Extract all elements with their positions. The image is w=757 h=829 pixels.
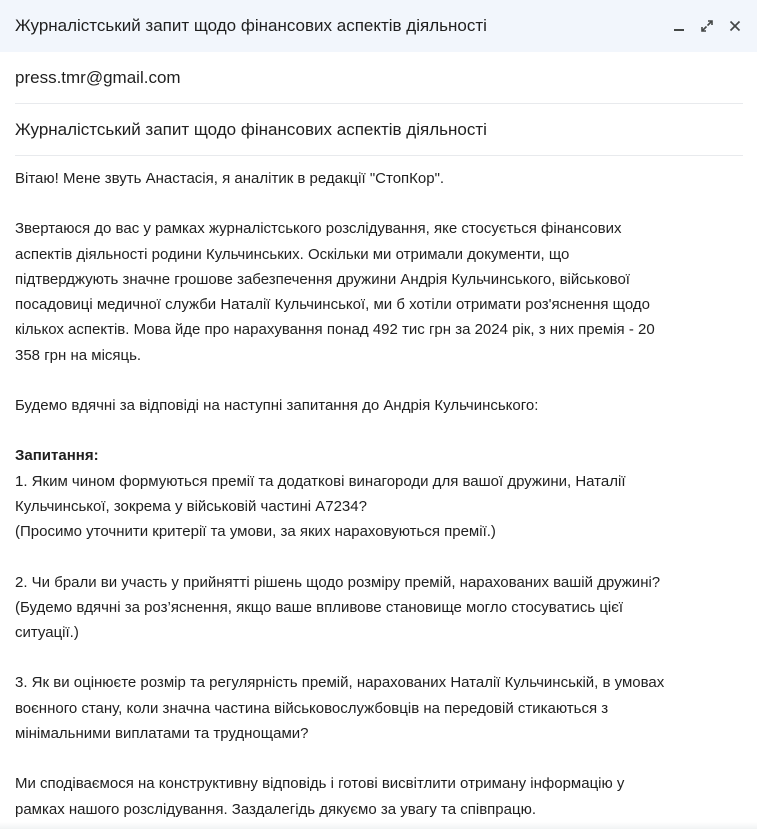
- message-body[interactable]: [15, 166, 745, 822]
- question-2-line: 2. Чи брали ви участь у прийнятті рішень щодо розміру премій, нарахованих вашій дружині?: [15, 573, 661, 591]
- intro-line: підтверджують значне грошове забезпечення дружини Андрія Кульчинського, військової: [15, 270, 630, 288]
- intro-line: посадовиці медичної служби Наталії Кульчинської, ми б хотіли отримати роз'яснення щодо: [15, 296, 650, 314]
- question-3-line: воєнного стану, коли значна частина військовослужбовців на передовій стикаються з: [15, 699, 609, 717]
- question-3-line: 3. Як ви оцінюєте розмір та регулярність премій, нарахованих Наталії Кульчинській, в умовах: [15, 674, 665, 692]
- intro-line: Звертаюся до вас у рамках журналістського розслідування, яке стосується фінансових: [15, 220, 622, 238]
- subject-field[interactable]: [15, 104, 743, 156]
- question-2-line: (Будемо вдячні за роз’яснення, якщо ваше впливове становище могло стосуватись цієї: [15, 598, 624, 616]
- closing-line: рамках нашого розслідування. Заздалегідь дякуємо за увагу та співпрацю.: [15, 800, 536, 818]
- compose-title: Журналістський запит щодо фінансових аспектів діяльності: [15, 16, 487, 35]
- question-3-line: мінімальними виплатами та труднощами?: [15, 725, 309, 743]
- compose-titlebar[interactable]: [0, 0, 757, 52]
- compose-bottom-edge: [0, 822, 757, 829]
- intro-line: аспектів діяльності родини Кульчинських. Оскільки ми отримали документи, що: [15, 245, 570, 263]
- closing-line: Ми сподіваємося на конструктивну відповідь і готові висвітлити отриману інформацію у: [15, 775, 625, 793]
- intro-line: 358 грн на місяць.: [15, 346, 142, 364]
- to-field[interactable]: [15, 52, 743, 104]
- question-1-line: Кульчинської, зокрема у військовій частині А7234?: [15, 497, 367, 515]
- intro-line: кількох аспектів. Мова йде про нарахування понад 492 тис грн за 2024 рік, з них премія - 20: [15, 321, 655, 339]
- expand-icon[interactable]: [697, 16, 717, 36]
- greeting-line: Вітаю! Мене звуть Анастасія, я аналітик в редакції "СтопКор".: [15, 170, 445, 187]
- question-1-line: (Просимо уточнити критерії та умови, за яких нараховуються премії.): [15, 523, 496, 541]
- questions-heading: Запитання:: [15, 447, 99, 465]
- minimize-icon[interactable]: [669, 16, 689, 36]
- window-controls: [669, 16, 745, 36]
- subject-text[interactable]: Журналістський запит щодо фінансових аспектів діяльності: [15, 119, 487, 139]
- request-line: Будемо вдячні за відповіді на наступні запитання до Андрія Кульчинського:: [15, 397, 539, 415]
- close-icon[interactable]: [725, 16, 745, 36]
- question-2-line: ситуації.): [15, 624, 79, 642]
- question-1-line: 1. Яким чином формуються премії та додаткові винагороди для вашої дружини, Наталії: [15, 472, 626, 490]
- recipient-email[interactable]: press.tmr@gmail.com: [15, 67, 181, 87]
